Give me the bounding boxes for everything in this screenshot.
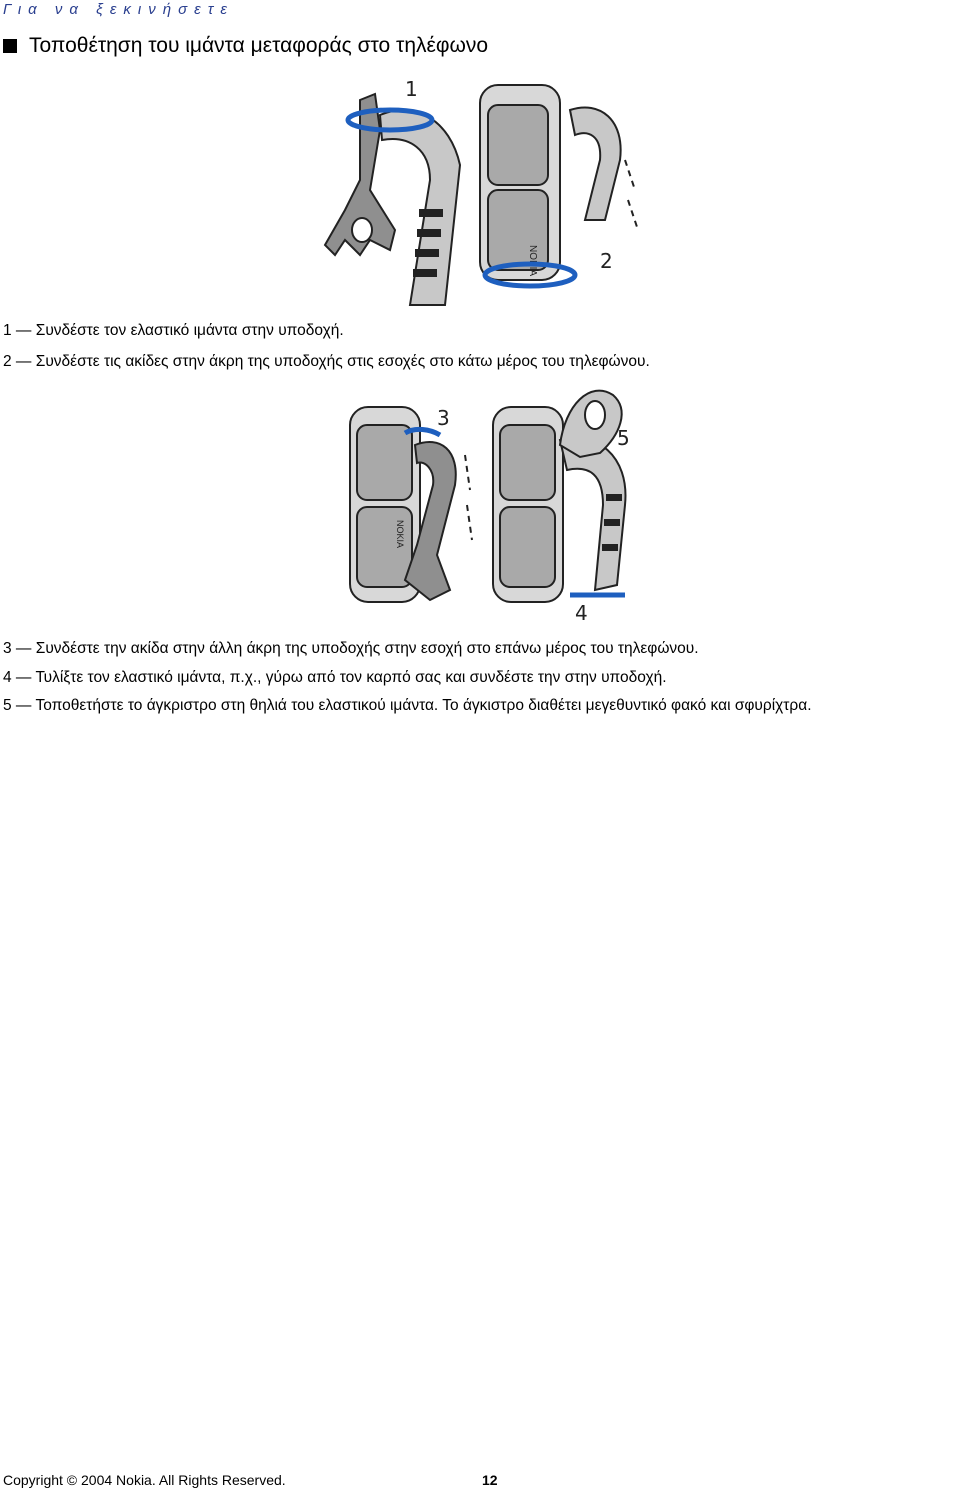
strap-illustration [380, 110, 460, 305]
hook-illustration [560, 391, 622, 457]
label-2: 2 [600, 249, 613, 273]
figure-strap-wrist [345, 375, 645, 630]
step-3-text: 3 — Συνδέστε την ακίδα στην άλλη άκρη της υποδοχής στην εσοχή στο επάνω μέρος του τηλεφώνου. [3, 640, 699, 657]
phone-brand: NOKIA [395, 520, 405, 549]
phone-illustration [480, 85, 560, 280]
label-3: 3 [437, 406, 450, 430]
running-header: Για να ξεκινήσετε [3, 1, 234, 18]
strap-on-phone-illustration [570, 107, 621, 220]
copyright-notice: Copyright © 2004 Nokia. All Rights Reserved. [3, 1472, 286, 1488]
step-5-text: 5 — Τοποθετήστε το άγκριστρο στη θηλιά του ελαστικού ιμάντα. Το άγκιστρο διαθέτει μεγεθυντικό φακό και σφυρίχτρα. [3, 697, 812, 714]
label-1: 1 [405, 77, 418, 101]
step-2-text: 2 — Συνδέστε τις ακίδες στην άκρη της υποδοχής στις εσοχές στο κάτω μέρος του τηλεφώνου. [3, 353, 650, 370]
strap-illustration [560, 438, 625, 590]
section-heading [3, 34, 488, 58]
page-number: 12 [482, 1472, 498, 1488]
section-bullet-icon [3, 39, 17, 53]
figure-strap-attach [320, 70, 650, 310]
step-4-text: 4 — Τυλίξτε τον ελαστικό ιμάντα, π.χ., γύρω από τον καρπό σας και συνδέστε την στην υποδοχή. [3, 669, 667, 686]
label-5: 5 [617, 426, 630, 450]
phone-brand: NOKIA [527, 245, 538, 277]
step-1-text: 1 — Συνδέστε τον ελαστικό ιμάντα στην υποδοχή. [3, 322, 344, 339]
label-4: 4 [575, 601, 588, 625]
section-title: Τοποθέτηση του ιμάντα μεταφοράς στο τηλέφωνο [29, 34, 489, 57]
phone-illustration [493, 407, 563, 602]
